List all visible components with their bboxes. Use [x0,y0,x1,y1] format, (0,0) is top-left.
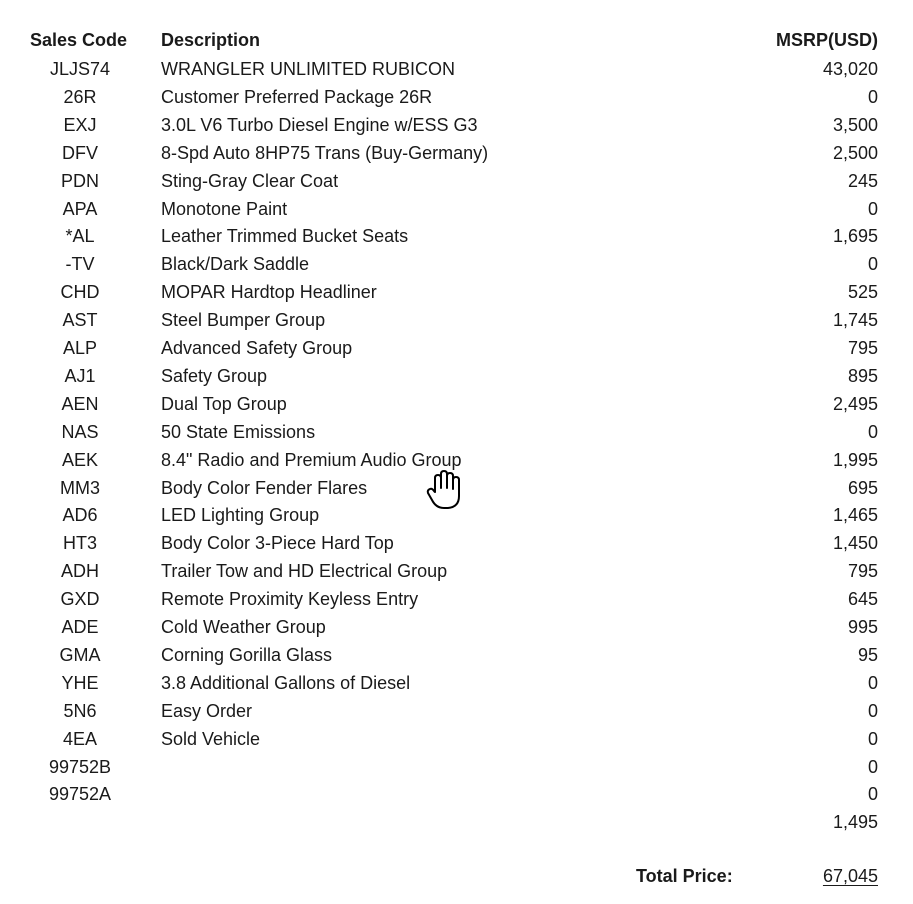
header-msrp: MSRP(USD) [776,30,878,50]
total-price-label: Total Price: [636,866,733,886]
line-item-row [0,338,913,362]
line-item-row [0,757,913,781]
description-cell: Customer Preferred Package 26R [161,86,433,107]
msrp-cell: 1,465 [832,505,878,526]
msrp-cell: 0 [867,421,878,442]
line-item-row [0,617,913,641]
sales-code-cell: 4EA [62,728,98,749]
line-item-row [0,115,913,139]
sales-code-cell: AD6 [62,505,98,526]
description-cell: 8.4" Radio and Premium Audio Group [161,449,462,470]
line-item-row [0,254,913,278]
sales-code-cell: YHE [61,672,99,693]
line-item-row [0,812,913,836]
sales-code-cell: 5N6 [63,700,97,721]
msrp-cell: 1,995 [832,449,878,470]
description-cell: Leather Trimmed Bucket Seats [161,226,409,247]
sales-code-cell: ALP [62,338,98,358]
msrp-cell: 995 [847,617,878,637]
msrp-cell: 43,020 [822,59,878,79]
msrp-cell: 0 [867,784,878,805]
description-cell: Safety Group [161,365,268,386]
line-item-row [0,561,913,585]
line-item-row [0,422,913,446]
description-cell: Black/Dark Saddle [161,254,310,275]
description-cell: Corning Gorilla Glass [161,644,333,665]
hand-pointer-icon [422,466,468,512]
header-description: Description [161,30,261,50]
description-cell: LED Lighting Group [161,505,320,526]
msrp-cell: 795 [847,561,878,582]
msrp-cell: 1,450 [832,533,878,554]
sales-code-cell: DFV [62,142,98,163]
line-item-row [0,533,913,557]
line-item-row [0,589,913,613]
line-item-row [0,282,913,306]
description-cell: Cold Weather Group [161,617,326,637]
line-item-row [0,729,913,753]
sales-code-cell: AJ1 [64,365,96,386]
description-cell: Dual Top Group [161,393,287,414]
msrp-cell: 95 [857,644,878,665]
description-cell: 3.0L V6 Turbo Diesel Engine w/ESS G3 [161,114,478,135]
description-cell: Steel Bumper Group [161,310,326,331]
line-item-row [0,366,913,390]
description-cell: Trailer Tow and HD Electrical Group [161,561,448,582]
msrp-cell: 2,495 [832,393,878,414]
sales-code-cell: 99752A [48,784,112,805]
sales-code-cell: 26R [63,86,97,107]
sales-code-cell: PDN [60,170,99,191]
msrp-cell: 0 [867,728,878,749]
sales-code-cell: ADH [60,561,99,582]
line-item-row [0,199,913,223]
line-item-row [0,226,913,250]
line-item-row [0,87,913,111]
msrp-cell: 0 [867,756,878,777]
line-item-row [0,673,913,697]
line-item-row [0,701,913,725]
sales-code-cell: AEK [61,449,99,470]
msrp-cell: 645 [847,589,878,610]
sales-code-cell: GMA [59,644,101,665]
msrp-cell: 0 [867,198,878,219]
description-cell: 8-Spd Auto 8HP75 Trans (Buy-Germany) [161,142,489,163]
msrp-cell: 1,495 [832,812,878,833]
description-cell: WRANGLER UNLIMITED RUBICON [161,59,456,79]
description-cell: 50 State Emissions [161,421,316,442]
description-cell: Monotone Paint [161,198,288,219]
sales-code-cell: ADE [61,617,99,637]
description-cell: Easy Order [161,700,253,721]
line-item-row [0,645,913,669]
msrp-cell: 0 [867,254,878,275]
sales-code-cell: JLJS74 [49,59,111,79]
sales-code-cell: EXJ [63,114,97,135]
description-cell: Advanced Safety Group [161,338,353,358]
line-item-row [0,394,913,418]
msrp-cell: 0 [867,672,878,693]
sales-code-cell: *AL [65,226,95,247]
description-cell: Body Color Fender Flares [161,477,368,498]
sales-code-cell: CHD [60,282,100,303]
sales-code-cell: NAS [61,421,99,442]
total-price-value: 67,045 [822,866,878,886]
msrp-cell: 3,500 [832,114,878,135]
line-item-row [0,171,913,195]
hand-pointer-svg [422,466,468,512]
sales-code-cell: -TV [65,254,95,275]
msrp-cell: 2,500 [832,142,878,163]
line-item-row [0,143,913,167]
description-cell: 3.8 Additional Gallons of Diesel [161,672,411,693]
header-sales-code: Sales Code [30,30,128,50]
sales-code-cell: 99752B [48,756,112,777]
sales-code-cell: HT3 [62,533,97,554]
description-cell: Sting-Gray Clear Coat [161,170,339,191]
msrp-cell: 0 [867,86,878,107]
sales-code-cell: APA [62,198,98,219]
description-cell: Body Color 3-Piece Hard Top [161,533,394,554]
msrp-cell: 0 [867,700,878,721]
line-item-row [0,310,913,334]
msrp-cell: 1,695 [832,226,878,247]
description-cell: Remote Proximity Keyless Entry [161,589,419,610]
msrp-cell: 1,745 [832,310,878,331]
msrp-cell: 245 [847,170,878,191]
msrp-cell: 795 [847,338,878,358]
line-item-row [0,784,913,808]
description-cell: Sold Vehicle [161,728,261,749]
msrp-cell: 895 [847,365,878,386]
line-item-row [0,59,913,83]
sales-code-cell: MM3 [60,477,100,498]
sales-code-cell: AST [62,310,98,331]
description-cell: MOPAR Hardtop Headliner [161,282,377,303]
msrp-cell: 525 [847,282,878,303]
sales-code-cell: GXD [60,589,100,610]
sales-code-cell: AEN [61,393,99,414]
msrp-cell: 695 [847,477,878,498]
